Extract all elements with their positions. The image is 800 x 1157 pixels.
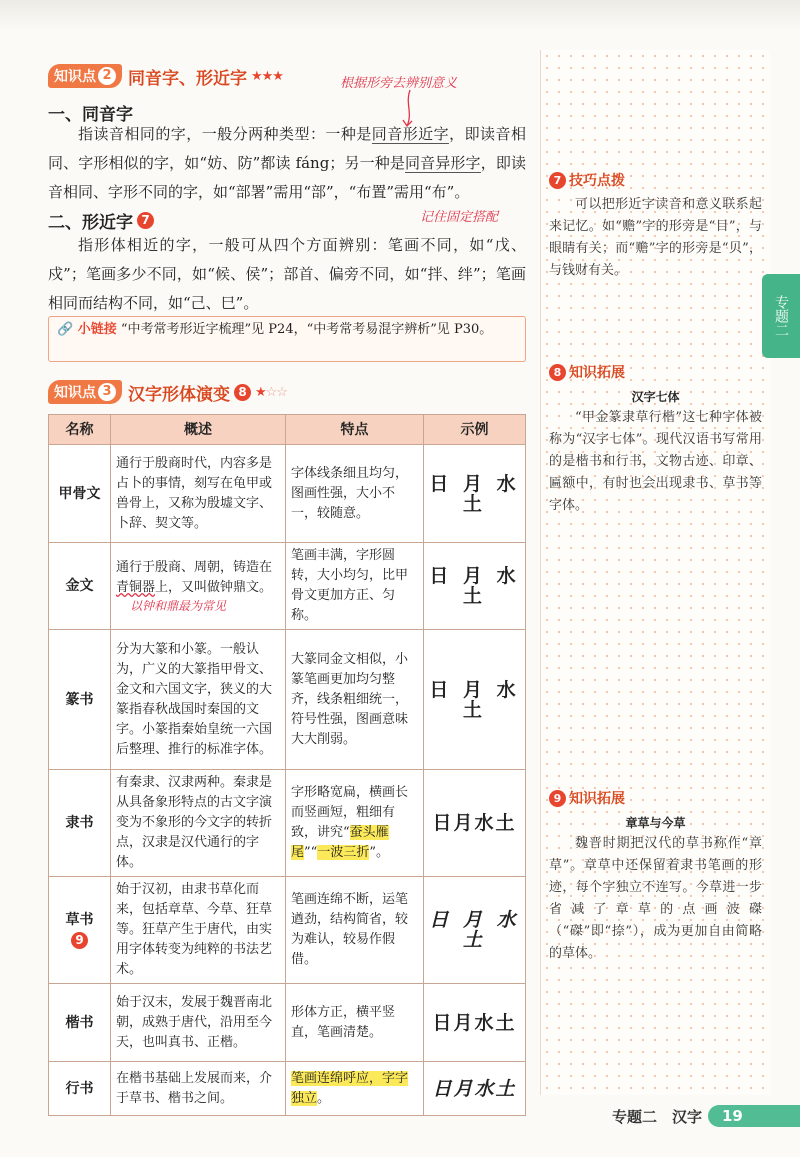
feature-term-lianmian: 笔画连绵呼应，字字独立 bbox=[291, 1070, 409, 1106]
kp2-heading bbox=[48, 64, 283, 88]
table-row bbox=[49, 543, 526, 630]
row-name: 楷书 bbox=[49, 984, 111, 1062]
kp3-badge-label: 知识点 bbox=[54, 385, 96, 401]
row-feature: 笔画丰满，字形圆转，大小均匀，比甲骨文更加方正、匀称。 bbox=[286, 543, 424, 630]
p1-term-tongyinyixing: 同音异形字 bbox=[405, 154, 481, 172]
heading-xingjin bbox=[48, 208, 154, 233]
row-example: 日 月 水 土 bbox=[424, 445, 526, 543]
feature-text-c: ”“ bbox=[304, 845, 318, 860]
row-feature bbox=[286, 770, 424, 877]
kp2-badge-label: 知识点 bbox=[54, 69, 96, 85]
heading-xingjin-text: 二、形近字 bbox=[48, 213, 133, 233]
row-name: 隶书 bbox=[49, 770, 111, 877]
side-box-8-text: “甲金篆隶草行楷”这七种字体被称为“汉字七体”。现代汉语书写常用的是楷书和行书，文物古迹、印章、匾额中，有时也会出现隶书、草书等字体。 bbox=[549, 410, 762, 513]
small-link-box bbox=[48, 316, 526, 362]
page-footer bbox=[612, 1104, 800, 1128]
kp2-number: 2 bbox=[98, 67, 116, 85]
page-number: 19 bbox=[722, 1107, 743, 1125]
overview-text-a: 通行于殷商、周朝，铸造在 bbox=[116, 560, 273, 575]
kp3-heading bbox=[48, 380, 287, 404]
kp3-stars-full: ★ bbox=[255, 384, 266, 400]
row-feature: 形体方正，横平竖直，笔画清楚。 bbox=[286, 984, 424, 1062]
row-overview: 在楷书基础上发展而来，介于草书、楷书之间。 bbox=[111, 1062, 286, 1116]
side-box-9-heading bbox=[549, 788, 762, 808]
table-header-row bbox=[49, 415, 526, 445]
row-overview bbox=[111, 543, 286, 630]
side-box-tips bbox=[549, 170, 762, 282]
kp3-title: 汉字形体演变 bbox=[128, 384, 230, 405]
row-feature: 大篆同金文相似，小篆笔画更加均匀整齐，线条粗细统一，符号性强，图画意味大大削弱。 bbox=[286, 630, 424, 770]
row-feature: 字体线条细且均匀，图画性强，大小不一，较随意。 bbox=[286, 445, 424, 543]
row-example: 日月水土 bbox=[424, 770, 526, 877]
chapter-tab[interactable]: 专题二 bbox=[762, 274, 800, 358]
paragraph-tongyin bbox=[48, 120, 526, 207]
row-overview: 分为大篆和小篆。一般认为，广义的大篆指甲骨文、金文和六国文字，狭义的大篆指春秋战国时秦国的文字。小篆指秦始皇统一六国后整理、推行的标准字体。 bbox=[111, 630, 286, 770]
row-name-text: 草书 bbox=[65, 912, 94, 928]
col-header-example: 示例 bbox=[424, 415, 526, 445]
marker-7: 7 bbox=[137, 212, 154, 229]
overview-term-bronze: 青铜器 bbox=[116, 580, 156, 595]
feature-term-yibo: 一波三折 bbox=[317, 845, 370, 860]
kp3-stars bbox=[255, 385, 287, 400]
row-example: 日 月 水 土 bbox=[424, 543, 526, 630]
row-example: 日月水土 bbox=[424, 984, 526, 1062]
side-marker-8: 8 bbox=[549, 364, 566, 381]
small-link-label-text: 小链接 bbox=[77, 322, 117, 337]
row-name: 甲骨文 bbox=[49, 445, 111, 543]
row-overview: 有秦隶、汉隶两种。秦隶是从具备象形特点的古文字演变为不象形的今文字的转折点，汉隶是汉代通行的字体。 bbox=[111, 770, 286, 877]
marker-9: 9 bbox=[71, 932, 88, 949]
row-name: 篆书 bbox=[49, 630, 111, 770]
row-example: 日 月 水 土 bbox=[424, 630, 526, 770]
row-overview: 始于汉初，由隶书草化而来，包括章草、今草、狂草等。狂草产生于唐代，由实用字体转变为纯粹的书法艺术。 bbox=[111, 877, 286, 984]
row-name: 金文 bbox=[49, 543, 111, 630]
footer-section-title: 专题二 汉字 bbox=[611, 1107, 702, 1126]
row-example: 日月水土 bbox=[424, 1062, 526, 1116]
kp3-number: 3 bbox=[98, 383, 116, 401]
feature-term-cantou: 蚕头雁尾 bbox=[291, 825, 389, 860]
side-marker-7: 7 bbox=[549, 172, 566, 189]
kp3-badge bbox=[48, 380, 122, 404]
table-row bbox=[49, 445, 526, 543]
table-row bbox=[49, 1062, 526, 1116]
kp3-stars-empty: ☆☆ bbox=[265, 384, 287, 400]
p1-text-e: ，即读音相同、字形不同的字，如“部署”需用“部”，“布置”需用“布”。 bbox=[48, 154, 526, 201]
row-example: 日 月 水 土 bbox=[424, 877, 526, 984]
side-box-tips-text: 可以把形近字读音和意义联系起来记忆。如“赡”字的形旁是“目”，与眼睛有关；而“赡”字的形旁是“贝”，与钱财有关。 bbox=[549, 197, 762, 278]
col-header-feature: 特点 bbox=[286, 415, 424, 445]
feature-text-a: 字形略宽扁，横画长而竖画短，粗细有致，讲究“ bbox=[291, 785, 409, 840]
side-marker-9: 9 bbox=[549, 790, 566, 807]
small-link-label: 🔗 小链接 bbox=[57, 322, 117, 337]
row-overview: 通行于殷商时代，内容多是占卜的事情，刻写在龟甲或兽骨上，又称为殷墟文字、卜辞、契文等。 bbox=[111, 445, 286, 543]
table-row bbox=[49, 984, 526, 1062]
table-row bbox=[49, 770, 526, 877]
feature-text-b: 。 bbox=[317, 1090, 331, 1106]
side-box-9-title: 知识拓展 bbox=[569, 791, 625, 807]
row-overview: 始于汉末，发展于魏晋南北朝，成熟于唐代，沿用至今天，也叫真书、正楷。 bbox=[111, 984, 286, 1062]
row-feature bbox=[286, 1062, 424, 1116]
col-header-overview: 概述 bbox=[111, 415, 286, 445]
kp2-stars: ★★★ bbox=[251, 68, 283, 84]
side-box-9-text: 魏晋时期把汉代的草书称作“章草”。章草中还保留着隶书笔画的形迹，每个字独立不连写。今草进一步省减了章草的点画波磔（“磔”即“捺”），成为更加自由简略的草体。 bbox=[549, 836, 762, 961]
side-box-8-subtitle: 汉字七体 bbox=[631, 390, 680, 404]
marker-8: 8 bbox=[234, 384, 251, 401]
row-name bbox=[49, 877, 111, 984]
overview-text-c: 上，又叫做钟鼎文。 bbox=[155, 580, 273, 595]
small-link-text: “中考常考形近字梳理”见 P24，“中考常考易混字辨析”见 P30。 bbox=[120, 322, 493, 337]
page-number-badge bbox=[708, 1105, 800, 1127]
side-box-extension-8 bbox=[549, 362, 762, 517]
heading-tongyin: 一、同音字 bbox=[48, 105, 133, 125]
row-name: 行书 bbox=[49, 1062, 111, 1116]
side-box-tips-heading bbox=[549, 170, 762, 190]
p1-text-c: ，即读音相同、字形相似的字，如“妨、防”都读 fáng；另一种是 bbox=[48, 125, 526, 172]
kp2-annotation-mid: 记住固定搭配 bbox=[420, 210, 499, 225]
kp2-annotation-top: 根据形旁去辨别意义 bbox=[340, 76, 458, 91]
side-box-extension-9 bbox=[549, 788, 762, 965]
jinwen-annotation: 以钟和鼎最为常见 bbox=[130, 599, 227, 613]
kp2-badge bbox=[48, 64, 122, 88]
paragraph-xingjin: 指形体相近的字，一般可从四个方面辨别：笔画不同，如“戊、戍”；笔画多少不同，如“候、侯”；部首、偏旁不同，如“拌、绊”；笔画相同而结构不同，如“己、巳”。 bbox=[48, 236, 526, 312]
row-feature: 笔画连绵不断，运笔遒劲，结构简省，较为难认，较易作假借。 bbox=[286, 877, 424, 984]
col-header-name: 名称 bbox=[49, 415, 111, 445]
script-evolution-table bbox=[48, 414, 526, 1116]
side-box-8-title: 知识拓展 bbox=[569, 365, 625, 381]
side-box-8-heading bbox=[549, 362, 762, 382]
p1-term-tongyinxingjin: 同音形近字 bbox=[371, 125, 450, 143]
side-box-tips-title: 技巧点拨 bbox=[569, 173, 625, 189]
table-row bbox=[49, 630, 526, 770]
p1-text-a: 指读音相同的字，一般分两种类型：一种是 bbox=[78, 125, 372, 143]
side-column bbox=[540, 50, 770, 1095]
table-row bbox=[49, 877, 526, 984]
side-box-9-subtitle: 章草与今草 bbox=[625, 816, 686, 830]
kp2-title: 同音字、形近字 bbox=[128, 68, 247, 89]
feature-text-e: ”。 bbox=[369, 845, 389, 860]
